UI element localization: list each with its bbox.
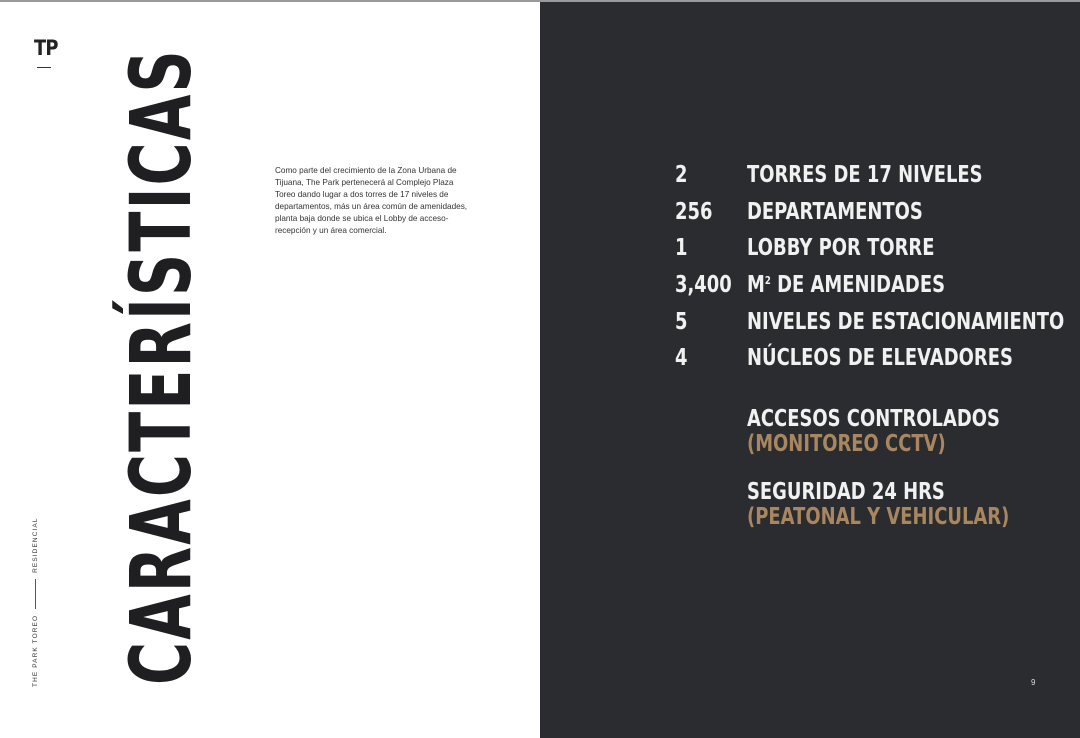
extra-title: SEGURIDAD 24 HRS	[747, 479, 945, 505]
left-page	[0, 2, 540, 738]
feature-label-prefix: M	[747, 272, 765, 298]
feature-label: DEPARTAMENTOS	[747, 199, 923, 225]
extra-subtitle: (PEATONAL Y VEHICULAR)	[747, 504, 1010, 530]
page-number: 9	[1031, 678, 1036, 687]
feature-value: 2	[675, 162, 688, 188]
page-title-text: CARACTERÍSTICAS	[112, 48, 210, 685]
feature-label: NIVELES DE ESTACIONAMIENTO	[747, 309, 1065, 335]
feature-value: 1	[675, 235, 688, 261]
feature-label: LOBBY POR TORRE	[747, 235, 935, 261]
side-label-left: THE PARK TOREO	[32, 614, 39, 687]
feature-value: 5	[675, 309, 688, 335]
feature-value: 3,400	[675, 272, 732, 298]
feature-value: 256	[675, 199, 713, 225]
side-label	[32, 517, 39, 687]
feature-value: 4	[675, 345, 688, 371]
feature-label: NÚCLEOS DE ELEVADORES	[747, 345, 1013, 371]
extra-title: ACCESOS CONTROLADOS	[747, 406, 1000, 432]
side-label-right: RESIDENCIAL	[32, 517, 39, 573]
intro-paragraph: Como parte del crecimiento de la Zona Urbana de Tijuana, The Park pertenecerá al Complejo Plaza Toreo dando lugar a dos torres de 17 niveles de departamentos, más un área común de amenidades, planta baja donde se ubica el Lobby de acceso-recepción y un área comercial.	[275, 166, 468, 236]
feature-label-sup: 2	[764, 274, 771, 287]
extra-subtitle: (MONITOREO CCTV)	[747, 431, 946, 457]
side-label-dash	[35, 579, 36, 609]
feature-label	[747, 272, 945, 298]
logo-underline	[37, 67, 51, 68]
page-title	[112, 0, 210, 685]
brand-logo: TP	[34, 36, 58, 60]
feature-label-suffix: DE AMENIDADES	[770, 272, 945, 298]
feature-label: TORRES DE 17 NIVELES	[747, 162, 983, 188]
